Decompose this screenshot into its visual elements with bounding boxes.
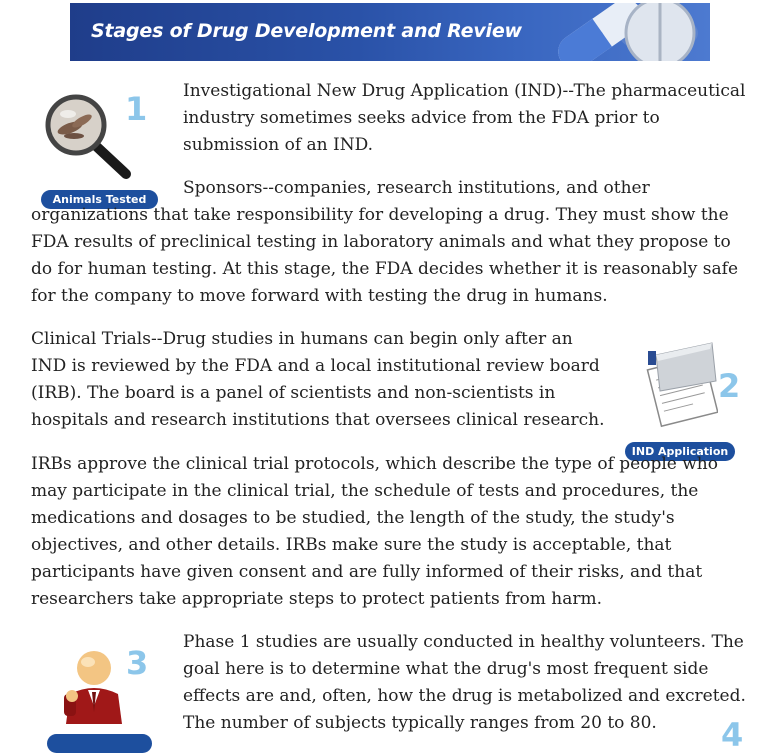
person-icon (60, 646, 128, 724)
stage-4-number: 4 (721, 716, 744, 754)
paragraph-phase-1: Phase 1 studies are usually conducted in healthy volunteers. The goal here is to determine what the drug's most frequent side effects are and, often, how the drug is metabolized and excreted. The number of subjects typically ranges from 20 to 80. (183, 632, 746, 733)
page-banner (70, 3, 710, 61)
stage-1-number: 1 (125, 90, 148, 128)
stage-1-label: Animals Tested (41, 190, 158, 209)
pill-icon (530, 3, 710, 61)
stage-2-label: IND Application (625, 442, 735, 461)
stage-2-number: 2 (718, 367, 741, 405)
paragraph-clinical-trials: Clinical Trials--Drug studies in humans can begin only after an IND is reviewed by the FDA and a local institutional review board (IRB). The board is a panel of scientists and non-scientists in hospitals and research institutions that oversees clinical research. (31, 329, 605, 430)
page-title: Stages of Drug Development and Review (91, 20, 522, 42)
magnifying-glass-icon (44, 92, 136, 182)
paragraph-sponsors: Sponsors--companies, research institutions, and other organizations that take responsibility for developing a drug. They must show the FDA results of preclinical testing in laboratory animals and what they propose to do for human testing. At this stage, the FDA decides whether it is reasonably safe for the company to move forward with testing the drug in humans. (31, 178, 739, 306)
paragraph-ind: Investigational New Drug Application (IND)--The pharmaceutical industry sometimes seeks advice from the FDA prior to submission of an IND. (183, 81, 746, 155)
paragraph-irbs: IRBs approve the clinical trial protocols, which describe the type of people who may participate in the clinical trial, the schedule of tests and procedures, the medications and dosages to be studied, the length of the study, the study's objectives, and other details. IRBs make sure the study is acceptable, that participants have given consent and are fully informed of their risks, and that researchers take appropriate steps to protect patients from harm. (31, 454, 718, 609)
stage-3-number: 3 (126, 644, 149, 682)
stage-3-label (47, 734, 152, 753)
document-form-icon (638, 335, 718, 430)
